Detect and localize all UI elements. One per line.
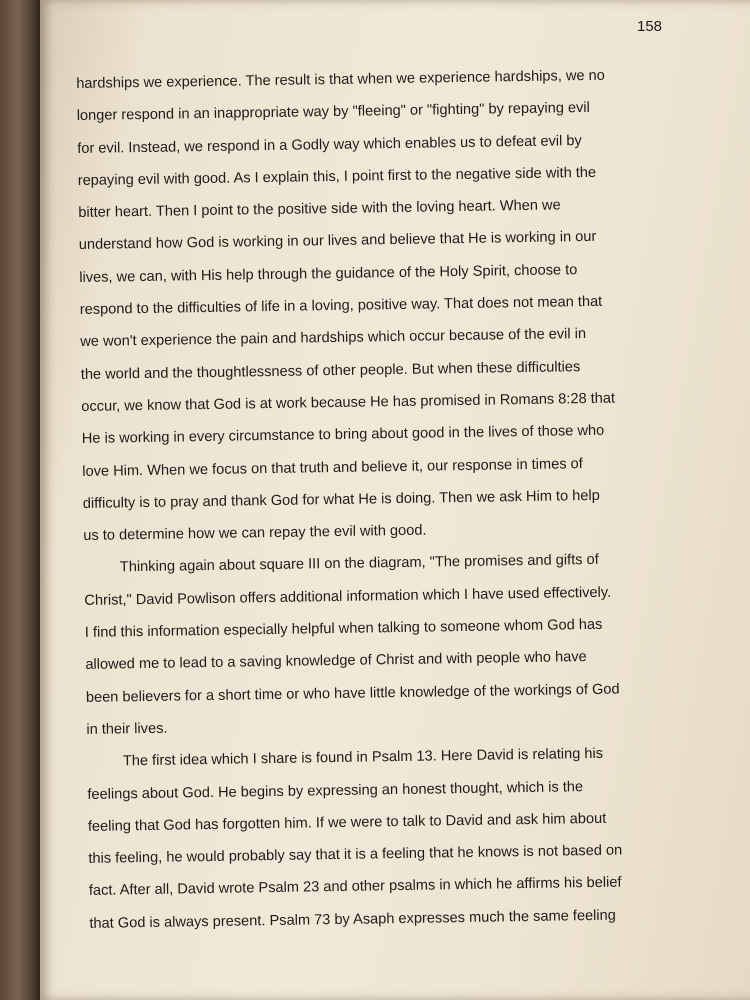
text-line: we won't experience the pain and hardships which occur because of the evil in <box>80 326 587 351</box>
text-line: feelings about God. He begins by expressing an honest thought, which is the <box>87 778 584 803</box>
text-line: I find this information especially helpful when talking to someone whom God has <box>84 616 603 641</box>
paragraph-start-line: Thinking again about square III on the diagram, "The promises and gifts of <box>119 552 599 576</box>
text-line: difficulty is to pray and thank God for what He is doing. Then we ask Him to help <box>82 487 600 512</box>
text-line: repaying evil with good. As I explain this, I point first to the negative side with the <box>77 164 597 189</box>
text-line: bitter heart. Then I point to the positive side with the loving heart. When we <box>78 197 561 222</box>
text-line: hardships we experience. The result is that when we experience hardships, we no <box>76 67 605 92</box>
text-line: feeling that God has forgotten him. If we were to talk to David and ask him about <box>87 810 607 835</box>
text-line: that God is always present. Psalm 73 by Asaph expresses much the same feeling <box>89 907 616 932</box>
text-line: occur, we know that God is at work because He has promised in Romans 8:28 that <box>81 390 616 415</box>
body-text <box>76 58 730 940</box>
text-line: us to determine how we can repay the evil with good. <box>83 522 427 545</box>
text-line: Christ," David Powlison offers additional information which I have used effectively. <box>84 584 612 609</box>
text-line: in their lives. <box>86 720 168 738</box>
text-line: respond to the difficulties of life in a loving, positive way. That does not mean that <box>79 293 603 319</box>
text-line: the world and the thoughtlessness of other people. But when these difficulties <box>80 358 581 383</box>
text-line: this feeling, he would probably say that it is a feeling that he knows is not based on <box>88 842 623 868</box>
text-line: for evil. Instead, we respond in a Godly way which enables us to defeat evil by <box>77 132 582 157</box>
text-line: lives, we can, with His help through the guidance of the Holy Spirit, choose to <box>79 261 578 286</box>
text-line: allowed me to lead to a saving knowledge of Christ and with people who have <box>85 649 587 674</box>
text-line: love Him. When we focus on that truth and believe it, our response in times of <box>82 455 583 480</box>
text-line: longer respond in an inappropriate way by "fleeing" or "fighting" by repaying evil <box>76 100 590 125</box>
text-line: understand how God is working in our lives and believe that He is working in our <box>78 229 597 254</box>
text-line: fact. After all, David wrote Psalm 23 and other psalms in which he affirms his belief <box>88 874 622 900</box>
text-line: been believers for a short time or who have little knowledge of the workings of God <box>85 681 620 706</box>
text-line: He is working in every circumstance to bring about good in the lives of those who <box>81 423 605 448</box>
book-page <box>40 0 750 1000</box>
paragraph-start-line: The first idea which I share is found in Psalm 13. Here David is relating his <box>122 746 604 770</box>
page-number: 158 <box>637 18 663 35</box>
